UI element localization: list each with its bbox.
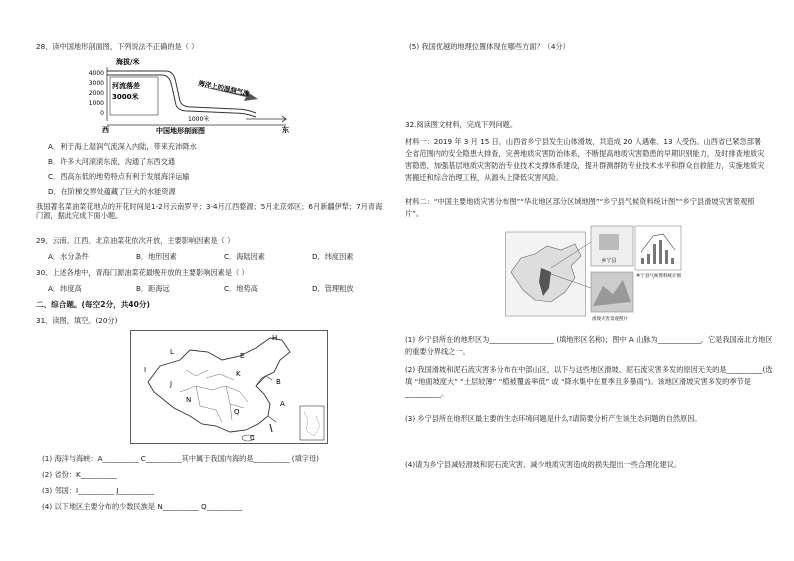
intro-paragraph: 我国著名菜油菜花地点的开花时间是1-2月云南罗平；3-4月江西婺源；5月北京郊区；6月新疆伊犁；7月青海门源，据此完成下面小题。	[36, 202, 383, 220]
q32-sub-1: (1) 乡宁县所在的地形区为__________________ (填地形区名称)；图中 A 山脉为____________，它是我国南北方地区的重要分界线之一。	[405, 335, 773, 356]
q31-part5: (5) 我国优越的地理位置体现在哪些方面？（4分）	[409, 42, 570, 51]
q32-sub-3: (3) 乡宁县所在地形区最主要的生态环境问题是什么?请简要分析产生该生态问题的自然原因。	[405, 414, 702, 423]
map-label-q: Q	[234, 408, 240, 416]
south-sea-inset	[300, 406, 324, 440]
q28-option-c: C．西高东低的地势特点有利于发展海洋运输	[48, 172, 190, 181]
map-label-c: C	[250, 434, 255, 442]
q31-fill-3: (3) 邻国：I__________ J__________	[42, 486, 155, 495]
q29-option-c: C．海陆因素	[224, 252, 265, 261]
tick-0: 0	[100, 110, 104, 117]
climate-chart-label: 乡宁县气候资料统计图	[636, 274, 681, 279]
q31-fill-2: (2) 省份：K__________	[42, 470, 117, 479]
map-label-h: H	[272, 334, 278, 342]
q30-option-b: B．距海远	[136, 284, 170, 293]
q29-option-a: A．水分条件	[48, 252, 89, 261]
q32-stem: 32.阅读图文材料，完成下列问题。	[405, 120, 518, 129]
precip-bar	[641, 258, 644, 264]
map-label-i: I	[144, 366, 147, 374]
q28-option-a: A．利于海上湿润气流深入内陆，带来充沛降水	[48, 142, 197, 151]
river-label: 河流落差	[112, 82, 140, 90]
precip-bar	[671, 258, 674, 264]
q31-fill-1: (1) 海洋与海峡：A__________ C__________其中属于我国内海的是__________ (填字母)	[42, 454, 319, 463]
q28-option-d: D．在阶梯交界处蕴藏了巨大的水能资源	[48, 187, 176, 196]
section-2-heading: 二、综合题。(每空2分，共40分)	[36, 300, 150, 309]
precip-bar	[647, 254, 650, 264]
east-label: 东	[282, 126, 289, 134]
q32-sub-2: (2) 我国滑坡和泥石流灾害多分布在中部山区，以下与这些地区滑坡、泥石流灾害多发的原因无关的是__________(选填 “地面坡度大” “土层较薄” “植被覆盖率低” 或 “降水集中在夏季且多暴雨”)。该地区滑坡灾害多发的季节是__________。	[405, 365, 773, 398]
q31-fill-4: (4) 以下地区主要分布的少数民族是 N__________ Q__________	[42, 502, 243, 511]
map-label-n: N	[186, 396, 192, 404]
q28-option-b: B．许多大河滚滚东流，沟通了东西交通	[48, 157, 176, 166]
wind-label: 海洋上的湿润气流	[197, 79, 251, 98]
tick-1000: 1000	[88, 100, 104, 107]
map-label-e: E	[240, 352, 245, 360]
q30-stem: 30、上述各地中，青海门源油菜花最晚开放的主要影响因素是（ ）	[36, 268, 249, 277]
q29-option-d: D．纬度因素	[312, 252, 354, 261]
q29-option-b: B．地形因素	[136, 252, 177, 261]
material-2: 材料二：“中国主要地质灾害分布图”“华北地区部分区域地图”“乡宁县气候资料统计图”“乡宁县滑坡灾害景观照片”。	[405, 197, 755, 218]
yaxis-label: 海拔/米	[116, 58, 140, 66]
figure-caption: 中国地形剖面图	[156, 127, 205, 135]
q28-stem: 28、读中国地形剖面图，下列说法不正确的是（ ）	[36, 42, 199, 51]
tick-3000: 3000	[88, 80, 104, 87]
landslide-figures	[505, 222, 685, 326]
precip-bar	[659, 240, 662, 264]
map-label-a: A	[280, 400, 285, 408]
q32-sub-4: (4)请为乡宁县减轻滑坡和泥石流灾害、减少地质灾害造成的损失提出一些合理化建议。	[405, 460, 682, 469]
map-label-j: J	[170, 380, 173, 388]
china-map-figure	[130, 330, 328, 444]
q29-stem: 29、云南、江西、北京油菜花依次开放，主要影响因素是（ ）	[36, 236, 235, 245]
q30-option-c: C．地势高	[224, 284, 258, 293]
tick-4000: 4000	[88, 70, 104, 77]
q31-stem: 31、读图，填空。(20分)	[36, 316, 118, 325]
photo-label: 滑坡灾害景观照片	[592, 317, 628, 322]
q30-option-a: A．纬度高	[48, 284, 82, 293]
xiangning-label: 乡宁县	[601, 258, 617, 264]
tick-2000: 2000	[88, 90, 104, 97]
q30-option-d: D．管理粗放	[312, 284, 354, 293]
west-label: 西	[102, 126, 109, 134]
precip-bar	[665, 250, 668, 264]
region-photo-inset	[599, 234, 619, 250]
terrain-profile-figure	[88, 55, 296, 135]
river-value: 3000米	[112, 93, 139, 101]
map-label-k: K	[236, 370, 241, 378]
material-1: 材料一：2019 年 3 月 15 日，山西省乡宁县发生山体滑坡，共造成 20 人遇难、13 人受伤。山西省已紧急部署全省范围内的安全隐患大排查，完善地质灾害防治体系，不断提高地质灾害隐患的早期识别能力，及时排查地质灾害隐患，加强基层地质灾害防治专业技术支撑体系建设，提升群测群防专业技术水平和群众自救能力，实施地质灾害搬迁和综合治理工程，从源头上降低灾害风险。	[405, 137, 765, 182]
map-label-b: B	[276, 378, 281, 386]
map-label-l: L	[170, 348, 174, 356]
label-1000m: 1000米	[188, 116, 210, 123]
arrow-east-icon	[246, 116, 286, 122]
precip-bar	[653, 244, 656, 264]
